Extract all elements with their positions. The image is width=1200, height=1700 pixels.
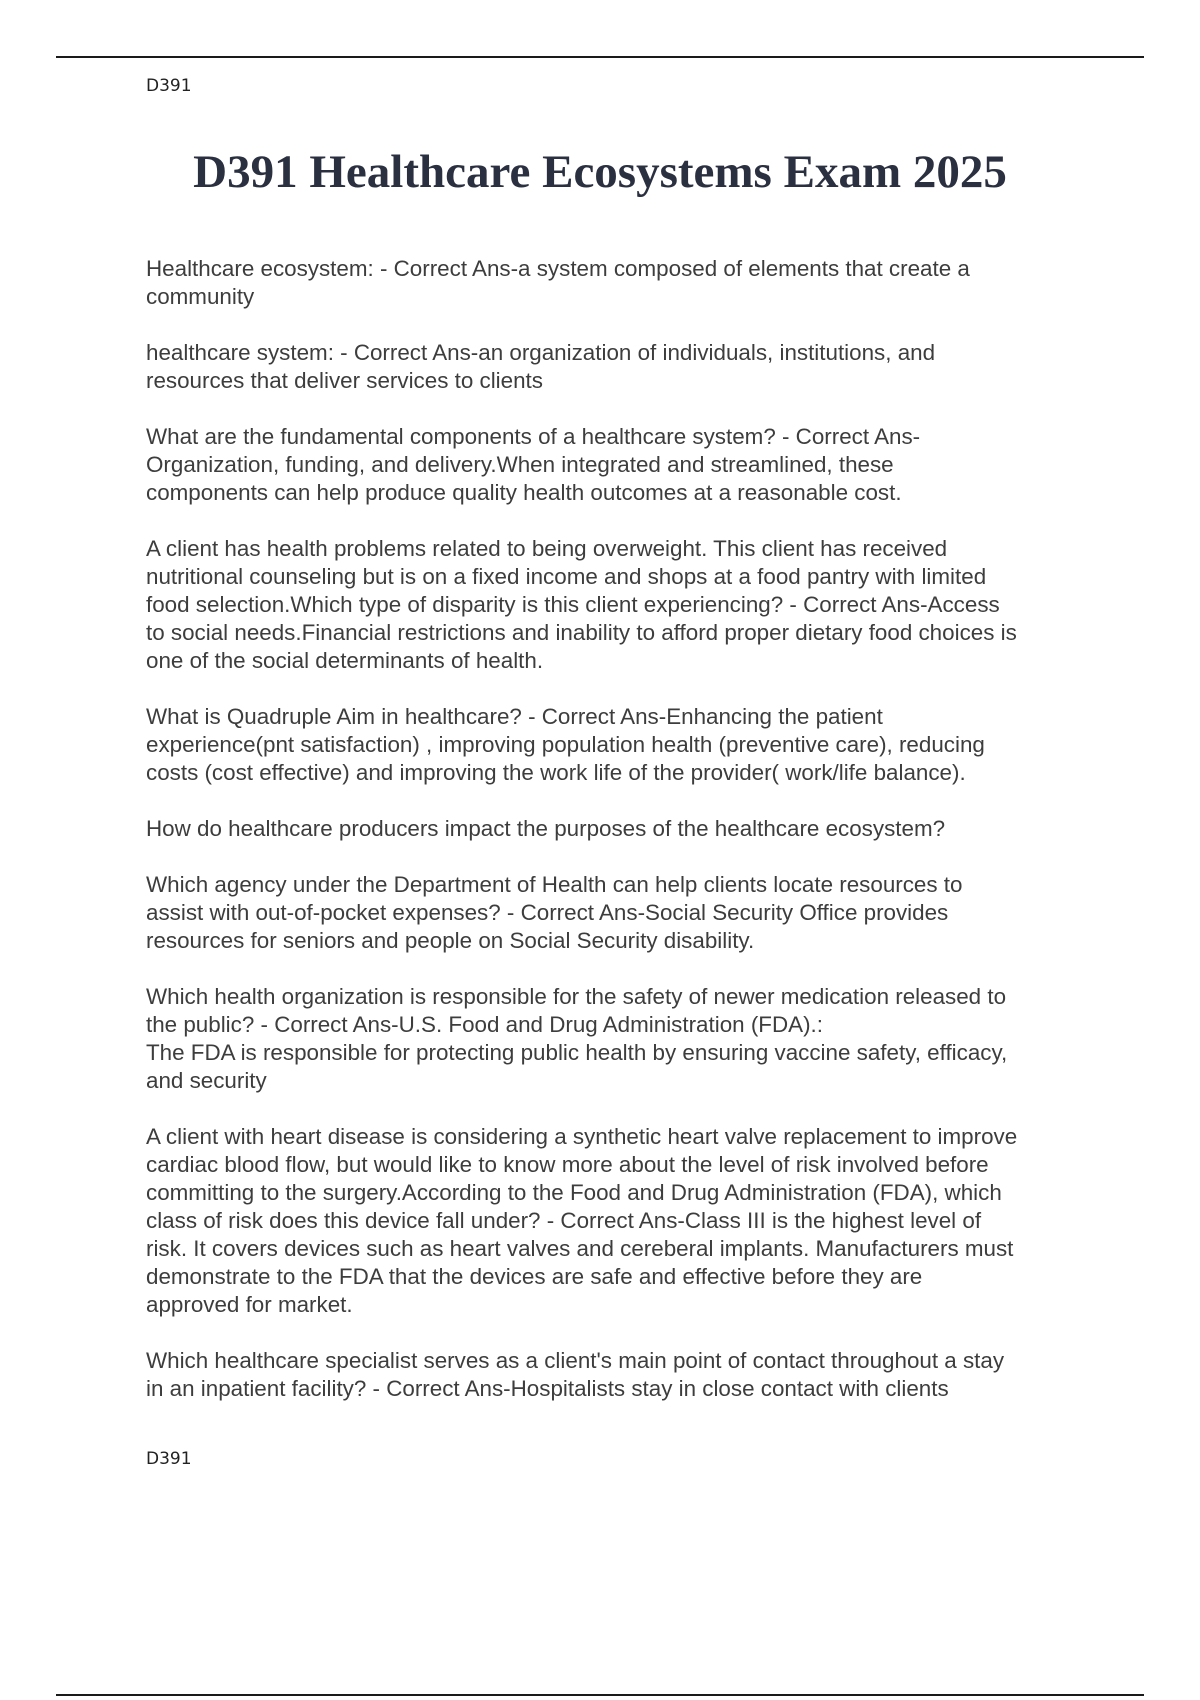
qa-line: demonstrate to the FDA that the devices are safe and effective before they are (146, 1264, 923, 1289)
qa-item (146, 703, 1096, 787)
qa-line: risk. It covers devices such as heart valves and cereberal implants. Manufacturers must (146, 1236, 1014, 1261)
qa-line: costs (cost effective) and improving the work life of the provider( work/life balance). (146, 760, 966, 785)
qa-line: Which healthcare specialist serves as a client's main point of contact throughout a stay (146, 1348, 1005, 1373)
qa-line: one of the social determinants of health. (146, 648, 544, 673)
qa-line: healthcare system: - Correct Ans-an organization of individuals, institutions, and (146, 340, 936, 365)
footer-rule (56, 1694, 1144, 1696)
document-title: D391 Healthcare Ecosystems Exam 2025 (193, 146, 1007, 198)
qa-item (146, 871, 1096, 955)
qa-item (146, 255, 1096, 311)
qa-line: class of risk does this device fall under? - Correct Ans-Class III is the highest level of (146, 1208, 982, 1233)
qa-item (146, 1123, 1096, 1319)
qa-line: A client has health problems related to being overweight. This client has received (146, 536, 948, 561)
qa-line: to social needs.Financial restrictions and inability to afford proper dietary food choices is (146, 620, 1017, 645)
qa-line: resources that deliver services to clients (146, 368, 543, 393)
qa-line: assist with out-of-pocket expenses? - Correct Ans-Social Security Office provides (146, 900, 949, 925)
qa-line: Healthcare ecosystem: - Correct Ans-a system composed of elements that create a (146, 256, 970, 281)
qa-line: Which agency under the Department of Health can help clients locate resources to (146, 872, 963, 897)
qa-item (146, 815, 1096, 843)
qa-line: components can help produce quality health outcomes at a reasonable cost. (146, 480, 902, 505)
qa-line: The FDA is responsible for protecting public health by ensuring vaccine safety, efficacy, (146, 1040, 1008, 1065)
header-label: D391 (146, 76, 192, 96)
qa-line: What are the fundamental components of a healthcare system? - Correct Ans- (146, 424, 921, 449)
header-rule (56, 56, 1144, 58)
qa-line: How do healthcare producers impact the purposes of the healthcare ecosystem? (146, 816, 946, 841)
qa-line: Which health organization is responsible for the safety of newer medication released to (146, 984, 1007, 1009)
qa-line: committing to the surgery.According to the Food and Drug Administration (FDA), which (146, 1180, 1002, 1205)
qa-line: the public? - Correct Ans-U.S. Food and Drug Administration (FDA).: (146, 1012, 823, 1037)
qa-item (146, 1347, 1096, 1403)
qa-line: nutritional counseling but is on a fixed income and shops at a food pantry with limited (146, 564, 987, 589)
qa-item (146, 423, 1096, 507)
qa-line: What is Quadruple Aim in healthcare? - Correct Ans-Enhancing the patient (146, 704, 883, 729)
qa-item (146, 535, 1096, 675)
qa-line: Organization, funding, and delivery.When integrated and streamlined, these (146, 452, 894, 477)
qa-line: food selection.Which type of disparity is this client experiencing? - Correct Ans-Access (146, 592, 1000, 617)
qa-item (146, 983, 1096, 1095)
qa-line: and security (146, 1068, 267, 1093)
qa-line: approved for market. (146, 1292, 353, 1317)
qa-item (146, 339, 1096, 395)
qa-line: A client with heart disease is considering a synthetic heart valve replacement to improve (146, 1124, 1018, 1149)
qa-line: in an inpatient facility? - Correct Ans-Hospitalists stay in close contact with clients (146, 1376, 949, 1401)
qa-list (146, 255, 1096, 1431)
qa-line: resources for seniors and people on Social Security disability. (146, 928, 755, 953)
qa-line: experience(pnt satisfaction) , improving population health (preventive care), reducing (146, 732, 985, 757)
qa-line: community (146, 284, 255, 309)
footer-label: D391 (146, 1449, 192, 1469)
qa-line: cardiac blood flow, but would like to know more about the level of risk involved before (146, 1152, 989, 1177)
